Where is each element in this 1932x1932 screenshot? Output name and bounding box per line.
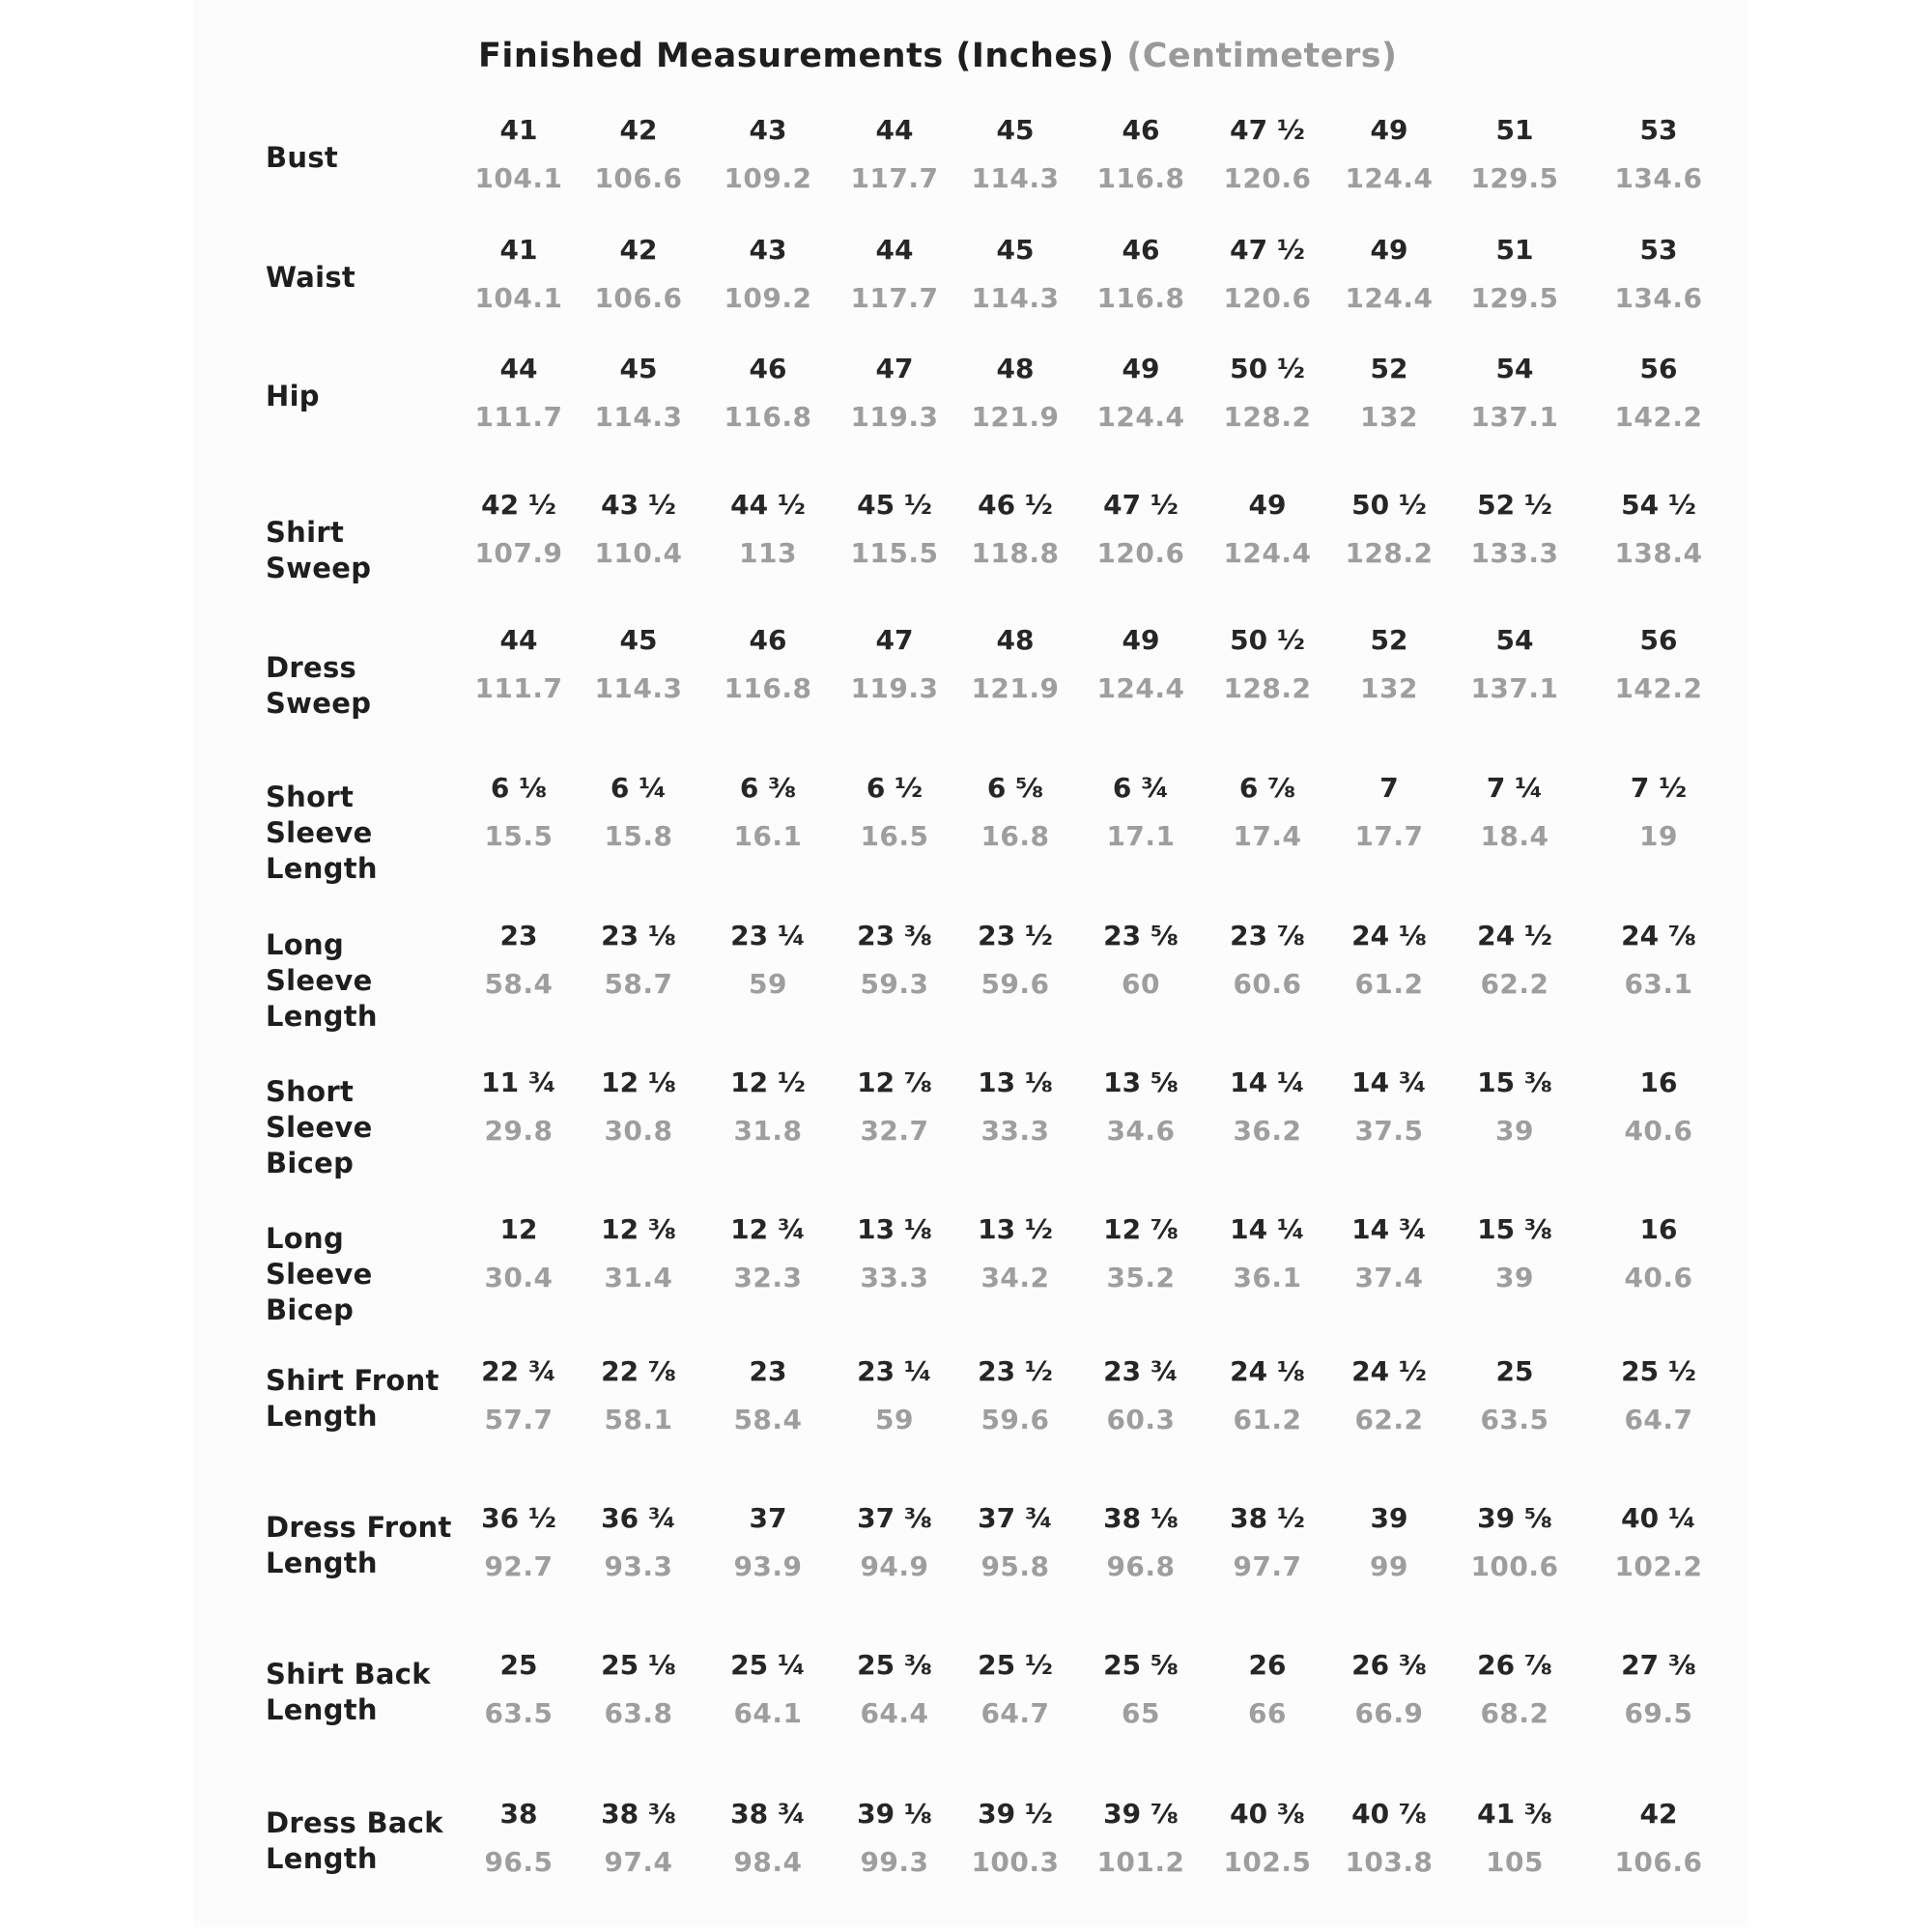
centimeters-value: 103.8 [1345,1846,1434,1878]
centimeters-value: 63.8 [604,1697,673,1729]
centimeters-value: 116.8 [1096,282,1185,314]
table-row [0,1066,1932,1182]
inches-value: 25 ½ [1621,1355,1696,1387]
inches-value: 39 ⅝ [1477,1502,1552,1534]
inches-value: 49 [1370,234,1408,266]
centimeters-value: 59.6 [980,1404,1050,1435]
centimeters-value: 116.8 [1096,162,1185,194]
inches-value: 45 [996,114,1035,146]
centimeters-value: 31.4 [604,1262,673,1293]
centimeters-value: 137.1 [1470,672,1559,704]
inches-value: 47 [875,353,914,384]
centimeters-value: 34.6 [1106,1115,1176,1147]
centimeters-value: 105 [1486,1846,1544,1878]
inches-value: 40 ⅜ [1230,1798,1305,1830]
centimeters-value: 99 [1370,1550,1408,1582]
centimeters-value: 98.4 [733,1846,803,1878]
inches-value: 23 ⅛ [601,920,676,952]
inches-value: 12 ⅜ [601,1213,676,1245]
row-label: Short Sleeve Length [266,781,378,885]
centimeters-value: 17.7 [1354,820,1424,852]
centimeters-value: 134.6 [1614,162,1703,194]
inches-value: 38 ⅜ [601,1798,676,1830]
inches-value: 13 ⅛ [978,1066,1053,1098]
inches-value: 48 [996,624,1035,656]
centimeters-value: 33.3 [980,1115,1050,1147]
row-label: Dress Back Length [266,1806,443,1875]
inches-value: 46 [1122,114,1160,146]
centimeters-value: 102.2 [1614,1550,1703,1582]
inches-value: 49 [1370,114,1408,146]
centimeters-value: 137.1 [1470,401,1559,433]
row-label: Waist [266,261,356,294]
inches-value: 16 [1639,1066,1678,1098]
inches-value: 15 ⅜ [1477,1213,1552,1245]
centimeters-value: 62.2 [1354,1404,1424,1435]
centimeters-value: 95.8 [980,1550,1050,1582]
centimeters-value: 63.5 [1480,1404,1549,1435]
inches-value: 12 ⅛ [601,1066,676,1098]
inches-value: 23 ⅝ [1103,920,1179,952]
inches-value: 54 ½ [1621,489,1696,521]
centimeters-value: 106.6 [1614,1846,1703,1878]
inches-value: 37 [749,1502,787,1534]
inches-value: 12 [499,1213,538,1245]
inches-value: 6 ⅜ [739,772,797,804]
table-row [0,489,1932,605]
inches-value: 37 ¾ [978,1502,1053,1534]
centimeters-value: 93.9 [733,1550,803,1582]
inches-value: 42 ½ [481,489,556,521]
inches-value: 23 ¼ [857,1355,932,1387]
centimeters-value: 59.6 [980,968,1050,1000]
centimeters-value: 97.7 [1233,1550,1302,1582]
centimeters-value: 59.3 [860,968,929,1000]
table-row [0,353,1932,469]
centimeters-value: 138.4 [1614,537,1703,569]
inches-value: 27 ⅜ [1621,1649,1696,1681]
inches-value: 50 ½ [1351,489,1427,521]
row-label: Dress Sweep [266,651,372,720]
inches-value: 41 ⅜ [1477,1798,1552,1830]
centimeters-value: 36.1 [1233,1262,1302,1293]
inches-value: 7 [1379,772,1399,804]
title-centimeters: (Centimeters) [1126,37,1398,75]
table-row [0,624,1932,740]
centimeters-value: 109.2 [724,162,812,194]
inches-value: 50 ½ [1230,353,1305,384]
inches-value: 48 [996,353,1035,384]
inches-value: 16 [1639,1213,1678,1245]
centimeters-value: 124.4 [1345,282,1434,314]
inches-value: 12 ⅞ [1103,1213,1179,1245]
inches-value: 40 ¼ [1621,1502,1696,1534]
inches-value: 39 ⅛ [857,1798,932,1830]
centimeters-value: 58.7 [604,968,673,1000]
centimeters-value: 113 [739,537,797,569]
inches-value: 6 ¾ [1112,772,1170,804]
centimeters-value: 114.3 [971,162,1060,194]
inches-value: 39 [1370,1502,1408,1534]
inches-value: 23 ½ [978,1355,1053,1387]
row-label: Shirt Front Length [266,1364,440,1433]
inches-value: 50 ½ [1230,624,1305,656]
inches-value: 46 [749,624,787,656]
centimeters-value: 128.2 [1223,672,1312,704]
centimeters-value: 128.2 [1223,401,1312,433]
inches-value: 23 ½ [978,920,1053,952]
centimeters-value: 40.6 [1624,1262,1693,1293]
inches-value: 11 ¾ [481,1066,556,1098]
inches-value: 41 [499,114,538,146]
inches-value: 6 ½ [866,772,923,804]
inches-value: 44 [499,624,538,656]
inches-value: 7 ½ [1630,772,1688,804]
centimeters-value: 118.8 [971,537,1060,569]
centimeters-value: 64.4 [860,1697,929,1729]
centimeters-value: 65 [1122,1697,1160,1729]
centimeters-value: 92.7 [484,1550,554,1582]
inches-value: 52 ½ [1477,489,1552,521]
centimeters-value: 102.5 [1223,1846,1312,1878]
inches-value: 54 [1495,353,1534,384]
inches-value: 36 ½ [481,1502,556,1534]
centimeters-value: 15.8 [604,820,673,852]
inches-value: 52 [1370,353,1408,384]
inches-value: 47 ½ [1230,234,1305,266]
centimeters-value: 39 [1495,1262,1534,1293]
centimeters-value: 94.9 [860,1550,929,1582]
inches-value: 23 ¼ [730,920,806,952]
inches-value: 25 ½ [978,1649,1053,1681]
inches-value: 6 ⅛ [490,772,548,804]
inches-value: 23 [499,920,538,952]
inches-value: 26 [1248,1649,1287,1681]
inches-value: 22 ¾ [481,1355,556,1387]
table-row [0,772,1932,888]
inches-value: 38 ½ [1230,1502,1305,1534]
centimeters-value: 121.9 [971,672,1060,704]
inches-value: 54 [1495,624,1534,656]
centimeters-value: 30.8 [604,1115,673,1147]
row-label: Dress Front Length [266,1511,452,1579]
inches-value: 49 [1248,489,1287,521]
inches-value: 39 ½ [978,1798,1053,1830]
centimeters-value: 124.4 [1096,672,1185,704]
inches-value: 25 [499,1649,538,1681]
centimeters-value: 106.6 [594,162,683,194]
centimeters-value: 37.5 [1354,1115,1424,1147]
inches-value: 25 ⅜ [857,1649,932,1681]
centimeters-value: 32.3 [733,1262,803,1293]
inches-value: 46 [749,353,787,384]
centimeters-value: 114.3 [971,282,1060,314]
inches-value: 42 [1639,1798,1678,1830]
table-row [0,1502,1932,1618]
inches-value: 56 [1639,353,1678,384]
centimeters-value: 115.5 [850,537,939,569]
inches-value: 26 ⅜ [1351,1649,1427,1681]
row-label: Long Sleeve Bicep [266,1222,373,1326]
inches-value: 24 ⅛ [1351,920,1427,952]
inches-value: 14 ¾ [1351,1066,1427,1098]
centimeters-value: 19 [1639,820,1678,852]
centimeters-value: 120.6 [1223,282,1312,314]
centimeters-value: 132 [1360,672,1418,704]
inches-value: 25 ⅛ [601,1649,676,1681]
table-row [0,234,1932,350]
centimeters-value: 33.3 [860,1262,929,1293]
inches-value: 12 ¾ [730,1213,806,1245]
inches-value: 38 [499,1798,538,1830]
row-label: Hip [266,380,320,412]
inches-value: 13 ⅝ [1103,1066,1179,1098]
centimeters-value: 58.4 [484,968,554,1000]
centimeters-value: 97.4 [604,1846,673,1878]
inches-value: 42 [619,234,658,266]
centimeters-value: 60.3 [1106,1404,1176,1435]
centimeters-value: 60 [1122,968,1160,1000]
inches-value: 44 [875,234,914,266]
inches-value: 24 ½ [1351,1355,1427,1387]
centimeters-value: 68.2 [1480,1697,1549,1729]
centimeters-value: 129.5 [1470,162,1559,194]
inches-value: 44 [499,353,538,384]
centimeters-value: 60.6 [1233,968,1302,1000]
inches-value: 45 [619,624,658,656]
row-label: Short Sleeve Bicep [266,1075,373,1179]
inches-value: 47 ½ [1230,114,1305,146]
inches-value: 22 ⅞ [601,1355,676,1387]
centimeters-value: 64.7 [1624,1404,1693,1435]
centimeters-value: 16.1 [733,820,803,852]
centimeters-value: 66.9 [1354,1697,1424,1729]
centimeters-value: 100.6 [1470,1550,1559,1582]
centimeters-value: 61.2 [1233,1404,1302,1435]
centimeters-value: 63.5 [484,1697,554,1729]
inches-value: 41 [499,234,538,266]
inches-value: 24 ⅛ [1230,1355,1305,1387]
centimeters-value: 93.3 [604,1550,673,1582]
inches-value: 24 ⅞ [1621,920,1696,952]
table-row [0,1798,1932,1914]
inches-value: 25 ⅝ [1103,1649,1179,1681]
centimeters-value: 17.1 [1106,820,1176,852]
centimeters-value: 104.1 [474,162,563,194]
centimeters-value: 59 [875,1404,914,1435]
centimeters-value: 36.2 [1233,1115,1302,1147]
inches-value: 38 ⅛ [1103,1502,1179,1534]
inches-value: 43 ½ [601,489,676,521]
centimeters-value: 107.9 [474,537,563,569]
inches-value: 15 ⅜ [1477,1066,1552,1098]
centimeters-value: 16.8 [980,820,1050,852]
centimeters-value: 66 [1248,1697,1287,1729]
table-row [0,1649,1932,1765]
inches-value: 23 ⅜ [857,920,932,952]
table-title [478,37,1398,75]
inches-value: 44 ½ [730,489,806,521]
centimeters-value: 63.1 [1624,968,1693,1000]
centimeters-value: 111.7 [474,401,563,433]
inches-value: 13 ⅛ [857,1213,932,1245]
centimeters-value: 111.7 [474,672,563,704]
centimeters-value: 35.2 [1106,1262,1176,1293]
inches-value: 23 ¾ [1103,1355,1179,1387]
inches-value: 43 [749,114,787,146]
inches-value: 6 ⅝ [986,772,1044,804]
inches-value: 14 ¼ [1230,1213,1305,1245]
inches-value: 42 [619,114,658,146]
row-label: Long Sleeve Length [266,928,378,1033]
inches-value: 23 ⅞ [1230,920,1305,952]
title-inches: Finished Measurements (Inches) [478,37,1115,75]
centimeters-value: 114.3 [594,401,683,433]
centimeters-value: 124.4 [1223,537,1312,569]
centimeters-value: 99.3 [860,1846,929,1878]
inches-value: 25 [1495,1355,1534,1387]
centimeters-value: 37.4 [1354,1262,1424,1293]
centimeters-value: 101.2 [1096,1846,1185,1878]
centimeters-value: 104.1 [474,282,563,314]
inches-value: 43 [749,234,787,266]
inches-value: 44 [875,114,914,146]
centimeters-value: 61.2 [1354,968,1424,1000]
centimeters-value: 59 [749,968,787,1000]
inches-value: 6 ¼ [610,772,668,804]
centimeters-value: 142.2 [1614,401,1703,433]
inches-value: 40 ⅞ [1351,1798,1427,1830]
centimeters-value: 100.3 [971,1846,1060,1878]
centimeters-value: 142.2 [1614,672,1703,704]
inches-value: 26 ⅞ [1477,1649,1552,1681]
centimeters-value: 57.7 [484,1404,554,1435]
centimeters-value: 116.8 [724,401,812,433]
inches-value: 37 ⅜ [857,1502,932,1534]
row-label: Shirt Sweep [266,516,372,584]
centimeters-value: 134.6 [1614,282,1703,314]
centimeters-value: 116.8 [724,672,812,704]
centimeters-value: 15.5 [484,820,554,852]
inches-value: 13 ½ [978,1213,1053,1245]
centimeters-value: 18.4 [1480,820,1549,852]
table-row [0,920,1932,1036]
inches-value: 23 [749,1355,787,1387]
inches-value: 45 ½ [857,489,932,521]
row-label: Shirt Back Length [266,1658,431,1726]
inches-value: 14 ¾ [1351,1213,1427,1245]
centimeters-value: 121.9 [971,401,1060,433]
inches-value: 6 ⅞ [1238,772,1296,804]
centimeters-value: 69.5 [1624,1697,1693,1729]
centimeters-value: 132 [1360,401,1418,433]
centimeters-value: 58.4 [733,1404,803,1435]
centimeters-value: 117.7 [850,282,939,314]
centimeters-value: 117.7 [850,162,939,194]
inches-value: 14 ¼ [1230,1066,1305,1098]
centimeters-value: 124.4 [1345,162,1434,194]
centimeters-value: 58.1 [604,1404,673,1435]
centimeters-value: 64.7 [980,1697,1050,1729]
centimeters-value: 16.5 [860,820,929,852]
centimeters-value: 32.7 [860,1115,929,1147]
table-row [0,1355,1932,1471]
centimeters-value: 110.4 [594,537,683,569]
table-row [0,1213,1932,1329]
centimeters-value: 128.2 [1345,537,1434,569]
inches-value: 39 ⅞ [1103,1798,1179,1830]
centimeters-value: 39 [1495,1115,1534,1147]
inches-value: 51 [1495,234,1534,266]
inches-value: 53 [1639,234,1678,266]
centimeters-value: 31.8 [733,1115,803,1147]
centimeters-value: 106.6 [594,282,683,314]
inches-value: 12 ⅞ [857,1066,932,1098]
inches-value: 25 ¼ [730,1649,806,1681]
inches-value: 46 [1122,234,1160,266]
centimeters-value: 96.8 [1106,1550,1176,1582]
inches-value: 45 [996,234,1035,266]
inches-value: 49 [1122,353,1160,384]
centimeters-value: 133.3 [1470,537,1559,569]
inches-value: 53 [1639,114,1678,146]
centimeters-value: 119.3 [850,401,939,433]
inches-value: 47 ½ [1103,489,1179,521]
centimeters-value: 119.3 [850,672,939,704]
centimeters-value: 109.2 [724,282,812,314]
centimeters-value: 64.1 [733,1697,803,1729]
centimeters-value: 40.6 [1624,1115,1693,1147]
inches-value: 52 [1370,624,1408,656]
inches-value: 38 ¾ [730,1798,806,1830]
centimeters-value: 17.4 [1233,820,1302,852]
inches-value: 24 ½ [1477,920,1552,952]
inches-value: 7 ¼ [1486,772,1544,804]
centimeters-value: 114.3 [594,672,683,704]
inches-value: 56 [1639,624,1678,656]
centimeters-value: 29.8 [484,1115,554,1147]
centimeters-value: 62.2 [1480,968,1549,1000]
row-label: Bust [266,141,339,174]
centimeters-value: 124.4 [1096,401,1185,433]
inches-value: 45 [619,353,658,384]
inches-value: 47 [875,624,914,656]
inches-value: 46 ½ [978,489,1053,521]
inches-value: 49 [1122,624,1160,656]
centimeters-value: 129.5 [1470,282,1559,314]
centimeters-value: 96.5 [484,1846,554,1878]
centimeters-value: 34.2 [980,1262,1050,1293]
centimeters-value: 120.6 [1096,537,1185,569]
inches-value: 12 ½ [730,1066,806,1098]
inches-value: 36 ¾ [601,1502,676,1534]
table-row [0,114,1932,230]
inches-value: 51 [1495,114,1534,146]
centimeters-value: 120.6 [1223,162,1312,194]
centimeters-value: 30.4 [484,1262,554,1293]
